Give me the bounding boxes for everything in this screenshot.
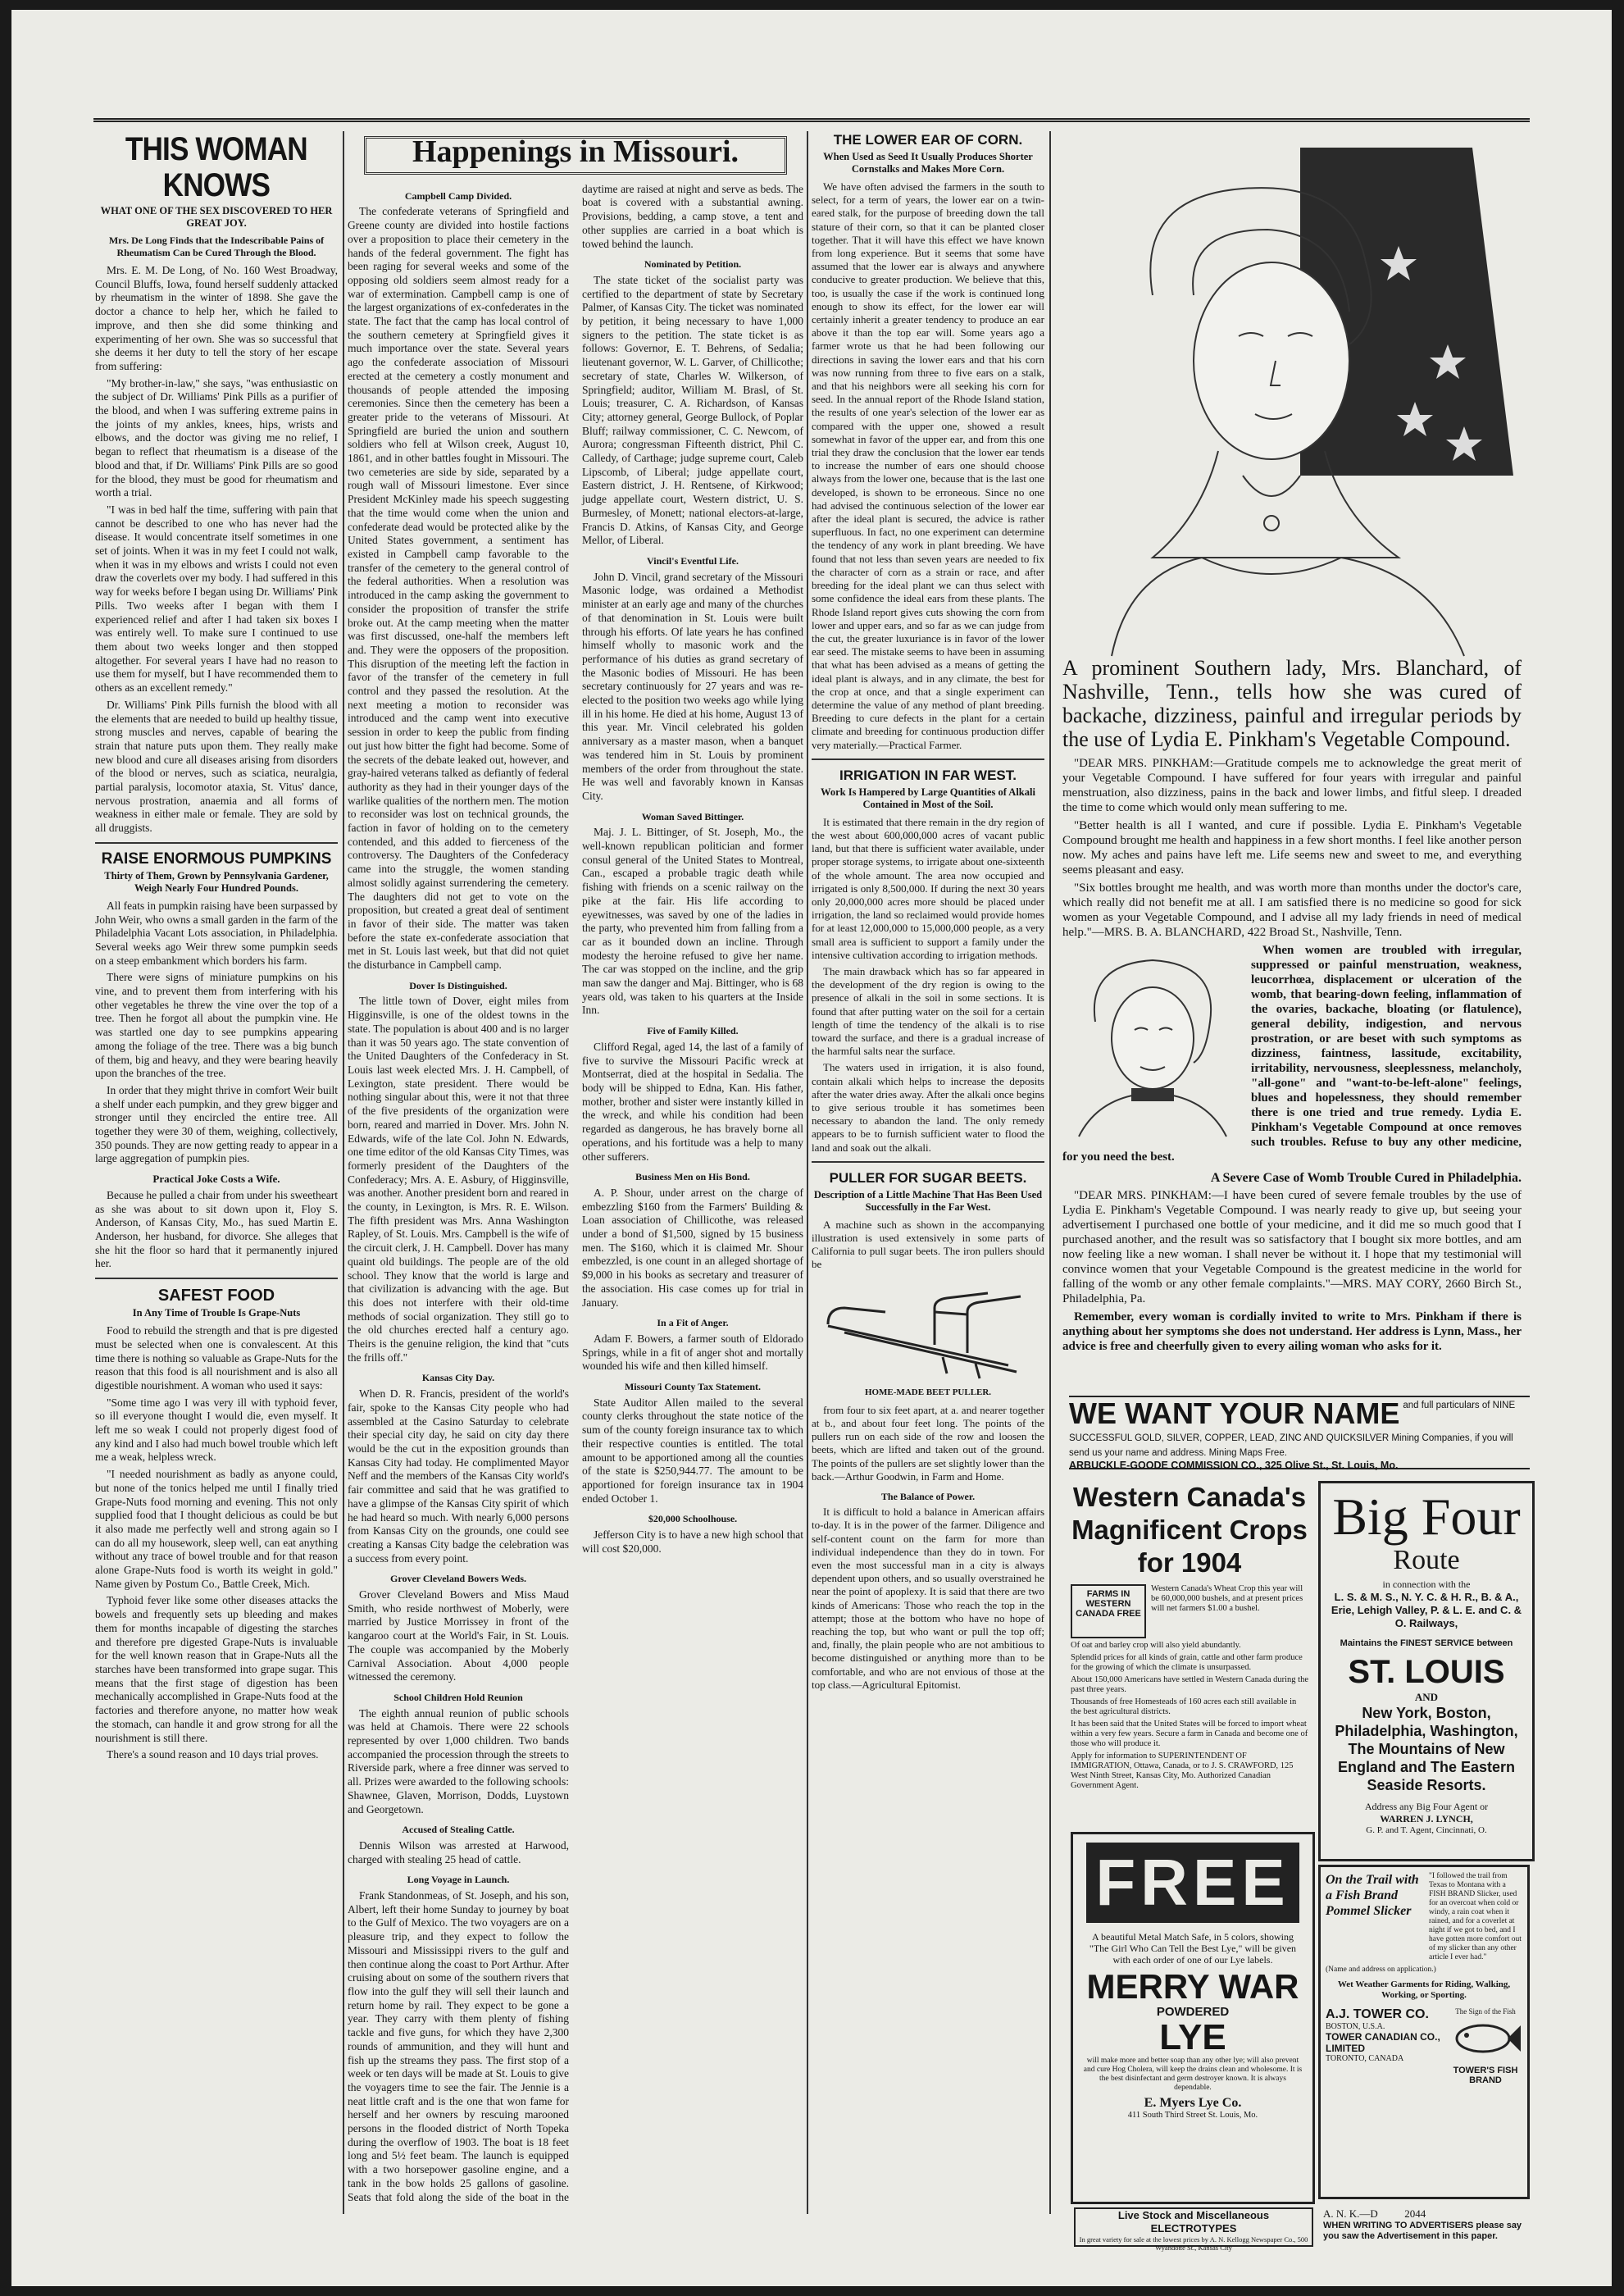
- paragraph: Adam F. Bowers, a farmer south of Eldorado Springs, while in a fit of anger shot and mortally wounded his wife and then killed himself.: [582, 1332, 803, 1373]
- canada-text: About 150,000 Americans have settled in Western Canada during the past three years.: [1071, 1675, 1308, 1694]
- paragraph: Because he pulled a chair from under his sweetheart as she was about to sit down upon it, Floy S. Anderson, of Kansas City, Mo., has sued Martin E. Anderson, her husband, for divorce. She alleges that she hit the floor so hard that it permanently injured her.: [95, 1188, 338, 1270]
- electrotypes-title: Live Stock and Miscellaneous ELECTROTYPES: [1117, 2209, 1270, 2234]
- lye-address: 411 South Third Street St. Louis, Mo.: [1127, 2111, 1258, 2120]
- headline-puller: PULLER FOR SUGAR BEETS.: [829, 1169, 1027, 1186]
- paragraph: John D. Vincil, grand secretary of the Missouri Masonic lodge, was ordained a Methodist minister at an early age and many of the churches of that denomination in St. Louis were built through his efforts. Of late years he has confined himself wholly to masonic work and the performance of his duties as grand secretary of the Masonic bodies of Missouri. He has been secretary continuously for 27 years and was re-elected to the position two weeks ago while lying ill in his home. He died at his home, August 13 of this year. Mr. Vincil celebrated his golden anniversary as a master mason, when a banquet was tendered him in St. Louis by prominent members of the order from throughout the state. He was well and favorably known in Kansas City.: [582, 570, 803, 802]
- paragraph: Clifford Regal, aged 14, the last of a family of five to survive the Missouri Pacific wreck at Montserrat, died at the hospital in Sedalia. The body will be shipped to Edna, Kan. His father, mother, brother and sister were instantly killed in the wreck, and while his condition had been regarded as dangerous, he has bravely borne all operations, and his fortitude was a help to many other sufferers.: [582, 1040, 803, 1163]
- lye-company: E. Myers Lye Co.: [1144, 2096, 1242, 2110]
- subhead: Accused of Stealing Cattle.: [402, 1824, 515, 1836]
- paragraph: Jefferson City is to have a new high school that will cost $20,000.: [582, 1528, 803, 1555]
- merry-war-brand: MERRY WAR: [1086, 1967, 1299, 2006]
- paragraph: We have often advised the farmers in the south to select, for a term of years, the lower ear on a twin-eared stalk, for the purpose of breeding down the tall stature of their corn, so that it can be planted closer together. That it will have this effect we have known from long experience. But it seems that some have assumed that the lower ear is always and anywhere conducive to greater production. We believe that this, too, is usually the case if the work is continued long enough to show its effect, for the lower ear will certainly inherit a greater tendency to produce an ear above it than the top ear will. Some years ago a farmer wrote us that he had been following our directions in saving the lower ears and that his corn was now running from three to five ears on a stalk, and that his neighbors were all seeking his corn for seed. In the annual report of the Rhode Island station, the results of one year's selection of the lower ear as compared with the upper one, showed a result somewhat in favor of the upper ear, and from this one trial they draw the conclusion that the lower ear tends to increase the number of ears one should choose always from the lower one, because that is the last one developed, is shown to be erroneous. Since no one had advised the continuous selection of the lower ear after the ideal plant is secured, the advice is rather superfluous. In fact, no one experiment can determine the tendency of any work in plant breeding. We have found that not less than seven years are needed to fix the character of corn as a strain or race, and after breeding for the ideal plant we can thus select with some confidence the ideal ears from these plants. The Rhode Island report gives cuts showing the corn from lower and upper ears, and so far as we can judge from the cut, the greater luxuriance is in favor of the lower ear seed. The mistake seems to have been in assuming that what has been advised as a means of getting the ideal plant is always, and in any climate, the best for the crop at once, and that a single experiment can determine the value of any method of plant breeding. Breeding to cure defects in the plant for a certain climate and breeding for continuous production differ very materially.—Practical Farmer.: [812, 180, 1044, 751]
- connection-label: in connection with the: [1382, 1578, 1471, 1590]
- illustration-caption: HOME-MADE BEET PULLER.: [864, 1387, 992, 1397]
- canada-text: Thousands of free Homesteads of 160 acres each still available in the best agricultural districts.: [1071, 1697, 1297, 1716]
- tower-toronto: TORONTO, CANADA: [1326, 2054, 1404, 2063]
- paragraph: Dr. Williams' Pink Pills furnish the blood with all the elements that are needed to build up healthy tissue, strong muscles and nerves, capable of bearing the strain that nature puts upon them. They really make new blood and cure all diseases arising from disorders of the blood or nerves, such as sciatica, neuralgia, partial paralysis, locomotor ataxia, St. Vitus' dance, nervous prostration, anaemia and all forms of weakness in either male or female. They are sold by all druggists.: [95, 698, 338, 835]
- sign-of-fish: The Sign of the Fish: [1455, 2007, 1516, 2016]
- free-offer-text: A beautiful Metal Match Safe, in 5 colors, showing "The Girl Who Can Tell the Best Lye," will be given with each order of one of our Lye labels.: [1089, 1931, 1297, 1966]
- lye-description: will make more and better soap than any other lye; will also prevent and cure Hog Cholera, will keep the drains clean and wholesome. It is the best disinfectant and germ destroyer known. It is always dependable.: [1083, 2057, 1303, 2092]
- paragraph: A. P. Shour, under arrest on the charge of embezzling $160 from the Farmers' Building & Loan association of Chillicothe, was released under a bond of $1,500, signed by 15 business men. The $160, which it is claimed Mr. Shour embezzled, is one count in an alleged shortage of $9,000 in his books as secretary and treasurer of the association. His case comes up for trial in January.: [582, 1186, 803, 1309]
- subhead: $20,000 Schoolhouse.: [648, 1513, 738, 1525]
- we-want-headline: WE WANT YOUR NAME: [1069, 1396, 1400, 1430]
- paragraph: In order that they might thrive in comfort Weir built a shelf under each pumpkin, and they grew bigger and stronger until they encircled the entire tree. All together they were 30 of them, weighing, collectively, 350 pounds. They are now getting ready to appear in a large aggregation of pumpkin pies.: [95, 1083, 338, 1165]
- paragraph: All feats in pumpkin raising have been surpassed by John Weir, who owns a small garden in the farm of the Philadelphia Vacant Lots association, in Philadelphia. Several weeks ago Weir threw some pumpkin seeds on a steep embankment which borders his farm.: [95, 899, 338, 967]
- route-label: Route: [1393, 1545, 1460, 1575]
- paragraph: When D. R. Francis, president of the world's fair, spoke to the Kansas City people who had assembled at the Casino Saturday to celebrate their special city day, he said on city day there would be the cut in the exposition grounds than Kansas City had today. He complimented Mayor Neff and the members of the Kansas City world's fair committee and said that he was gratified to have a glimpse of the Kansas City spirit of which he had heard so much. With nearly 6,000 persons from Kansas City on the grounds, one could see creating a Kansas City badge the celebration was a success from every point.: [348, 1387, 569, 1565]
- wet-weather-text: Wet Weather Garments for Riding, Walking, Working, or Sporting.: [1337, 1979, 1511, 2000]
- subhead: When Used as Seed It Usually Produces Shorter Cornstalks and Makes More Corn.: [823, 151, 1033, 175]
- testimonial-paragraph: "DEAR MRS. PINKHAM:—Gratitude compels me to acknowledge the great merit of your Vegetable Compound. I have suffered for four years with irregular and painful menstruation, also dizziness, pains in the back and lower limbs, and fitful sleep. I dreaded the time to come which would only mean suffering to me.: [1062, 757, 1522, 814]
- testimonial-paragraph: "DEAR MRS. PINKHAM:—I have been cured of severe female troubles by the use of Lydia E. Pinkham's Vegetable Compound. I was nearly ready to give up, but seeing your advertisement I purchased one bottle of your medicine, and it did me so much good that I purchased another, and the result was so satisfactory that I bought six more bottles, and am now feeling like a new woman. I shall never be without it. I hope that my testimonial will convince women that your Vegetable Compound is the greatest medicine in the world for falling of the womb or any other female complaints."—MRS. MAY CORY, 2660 Birch St., Philadelphia, Pa.: [1062, 1189, 1522, 1305]
- subhead: Woman Saved Bittinger.: [641, 810, 744, 822]
- subhead: Vincil's Eventful Life.: [647, 554, 739, 567]
- paragraph: The confederate veterans of Springfield and Greene county are divided into hostile factions over a proposition to place their cemetery in the hands of the federal government. The fight has been raging for several weeks and some of the opposing old soldiers seem almost ready for a war of extermination. Campbell camp is one of the largest organizations of ex-confederates in the state. The fact that the camp has local control of the southern cemetery at Springfield gives it much importance over the state. Several years ago the confederate association of Missouri erected at the cemetery a costly monument and thousands of people attended the imposing ceremonies. Since then the cemetery has been a greater pride to the veterans of Missouri. At Springfield are buried the union and southern soldiers who fell at Wilson creek, August 10, 1861, and in other battles fought in Missouri. The two cemeteries are side by side, separated by a rough wall of Missouri limestone. Ever since President McKinley made his speech suggesting that the time would come when the union and confederate dead would be protected alike by the United States government, a sentiment has existed in Campbell camp favorable to the transfer of the cemetery to the general control of the federal authorities. When a resolution was introduced in the camp asking the government to consider the proposition of transfer the strife broke out. At the camp meeting when the matter was first discussed, one-half the members left and. They were the opposers of the proposition. This disruption of the meeting left the faction in favor of the transfer of the cemetery in full control and they passed the resolution. At the next meeting a motion to reconsider was introduced and the camp went into executive session in order to keep the public from finding out just how bitter the fight had become. Some of the secrets of the debate leaked out, however, and gray-haired veterans talked as defiantly of federal authority as they had in their younger days of the warlike qualities of the northern men. The motion to reconsider was lost on technical grounds, the faction in favor of holding on to the cemetery contended, and this added to fierceness of the controversy. The Daughters of the Confederacy came into the struggle, the women standing almost solidly against surrendering the cemetery. The daughters did not get to vote on the proposition, but created a great deal of sentiment in favor of their side. The matter was taken before the state ex-confederate association that met in St. Louis last week, but that did not quiet the disturbance in Campbell camp.: [348, 205, 569, 972]
- paragraph: "Some time ago I was very ill with typhoid fever, so ill everyone thought I would die, even myself. It left me so weak I could not properly digest food of any kind and I also had much bowel trouble which left me a weak, helpless wreck.: [95, 1396, 338, 1464]
- big-four-route-ad: [1318, 1481, 1535, 1861]
- we-want-text: and full particulars of NINE SUCCESSFUL GOLD, SILVER, COPPER, LEAD, ZINC AND QUICKSILVER Mining Companies, if you will send us your name and address. Mining Maps Free.: [1069, 1401, 1516, 1458]
- electrotypes-ad: [1074, 2207, 1313, 2252]
- headline-safest-food: SAFEST FOOD: [157, 1287, 275, 1305]
- canada-text: It has been said that the United States will be forced to import wheat within a very few years. Secure a farm in Canada and become one of those who will produce it.: [1071, 1720, 1308, 1748]
- paragraph: Food to rebuild the strength and that is pre digested must be selected when one is convalescent. At this time there is nothing so valuable as Grape-Nuts for the reason that this food is all nourishment and is also all digestible nourishment. A woman who used it says:: [95, 1324, 338, 1392]
- paragraph: "My brother-in-law," she says, "was enthusiastic on the subject of Dr. Williams' Pink Pills as a purifier of the blood, and when I was suffering extreme pains in the joints of my ankles, knees, hips, wrists and elbows, and the doctor was giving me no relief, I began to reflect that rheumatism is a disease of the blood and that, if Dr. Williams' Pink Pills are so good for the blood, they must be good for rheumatism and worth a trial.: [95, 376, 338, 499]
- paragraph: The main drawback which has so far appeared in the development of the dry region is owing to the presence of alkali in the soil in some sections. It is found that after putting water on the soil for a certain length of time the tendency of the alkali is to rise toward the surface, and there is a gradual increase of the harmful salts near the surface.: [812, 964, 1044, 1058]
- divider: [812, 1161, 1044, 1163]
- and-label: AND: [1414, 1691, 1439, 1703]
- headline-pumpkins: RAISE ENORMOUS PUMPKINS: [101, 850, 332, 868]
- merry-war-lye-ad: [1071, 1832, 1315, 2204]
- tower-bottom-row: [1326, 2007, 1522, 2085]
- tower-company-name: A.J. TOWER CO.: [1326, 2007, 1429, 2021]
- canada-text: Of oat and barley crop will also yield abundantly.: [1071, 1641, 1241, 1650]
- column-2: [348, 131, 803, 2255]
- invitation-paragraph: Remember, every woman is cordially invited to write to Mrs. Pinkham if there is anything about her symptoms she does not understand. Her address is Lynn, Mass., her advice is free and cheerfully given to every ailing woman who asks for it.: [1062, 1310, 1522, 1353]
- subhead: In a Fit of Anger.: [657, 1317, 729, 1329]
- tower-boston: BOSTON, U.S.A.: [1326, 2022, 1385, 2031]
- subhead: Five of Family Killed.: [647, 1025, 739, 1037]
- newspaper-page: [11, 10, 1612, 2286]
- subhead: Work Is Hampered by Large Quantities of Alkali Contained in Most of the Soil.: [821, 786, 1035, 810]
- lye-label: LYE: [1159, 2017, 1226, 2057]
- divider: [95, 1278, 338, 1279]
- paragraph: The little town of Dover, eight miles from Higginsville, is one of the oldest towns in the state. The population is about 400 and is no larger than it was 50 years ago. The state convention of the United Daughters of the Confederacy in St. Louis last week elected Mrs. J. H. Campbell, of Lexington, state president. There would be nothing singular about this, were it not that three of the five presidents of the organization were born, reared and married in Dover. Mrs. John N. Edwards, wife of the late Col. John N. Edwards, one time editor of the old Kansas City Times, was formerly president of the Daughters of the Confederacy; Mrs. A. E. Asbury, of Higginsville, was another. Another president born and reared in the county, in Lexington, is Mrs. R. E. Wilson. The fifth president was Mrs. Anna Washington Rapley, of St. Louis. Mrs. Campbell is the wife of the circuit clerk, J. H. Campbell. Dover has many quaint old buildings. The people are of the old school. They know that the world is large and that civilization is advancing with the age. But this does not interfere with their old-time methods of social organization. They still go to the old churches erected half a century ago. Theirs is the genuine religion, the kind that "cuts the frills off.": [348, 995, 569, 1364]
- paragraph: It is difficult to hold a balance in American affairs to-day. It is in the power of the farmer. Diligence and self-content count on the farm for more than individual independence than they do in town. For even the most successful man in a city is always dependent upon others, and so usually overstrained he near the point of apoplexy. It is said that there are two kinds of Americans: Those who reach the top in the attempt; those at the bottom who have no hope of reaching the top, but who want or pull the top off; and, finally, the plain people who are not ambitious to become distinguished or anything more than to be comfortable, and who are not envious of those at the top class.—Agricultural Epitomist.: [812, 1506, 1044, 1691]
- headline-this-woman-knows: THIS WOMAN KNOWS: [125, 131, 307, 203]
- column-rule: [343, 131, 344, 2214]
- fish-icon: [1450, 2016, 1521, 2061]
- paragraph: Grover Cleveland Bowers and Miss Maud Smith, who reside northwest of Moberly, were married by Justice Morrissey in front of the kangaroo court at the World's Fair, in St. Louis. The couple was accompanied by the Moberly Carnival Association. About 4,000 people witnessed the ceremony.: [348, 1588, 569, 1683]
- column-1: [95, 131, 338, 2255]
- paragraph: The waters used in irrigation, it is also found, contain alkali which helps to increase the deposits after the water dries away. After the alkali once begins to give serious trouble it has sometimes been necessary to abandon the land. The only remedy appears to be to furnish sufficient water to flood the land and soak out the alkali.: [812, 1061, 1044, 1154]
- top-rule: [93, 118, 1530, 122]
- subhead: Grover Cleveland Bowers Weds.: [390, 1573, 526, 1585]
- subhead: Missouri County Tax Statement.: [624, 1381, 761, 1393]
- happenings-columns: [348, 183, 803, 2208]
- canada-row: [1071, 1584, 1308, 1638]
- subtitle: WHAT ONE OF THE SEX DISCOVERED TO HER GREAT JOY.: [100, 205, 333, 229]
- subhead: Business Men on His Bond.: [635, 1171, 750, 1183]
- agent-prompt: Address any Big Four Agent or: [1364, 1801, 1489, 1812]
- paper-code: A. N. K.—D 2044: [1323, 2207, 1426, 2220]
- paragraph: A machine such as shown in the accompanying illustration is used extensively in some parts of California to pull sugar beets. The iron pullers should be: [812, 1218, 1044, 1271]
- paragraph: "I needed nourishment as badly as anyone could, but none of the tonics helped me until I finally tried Grape-Nuts food morning and evening. This not only supplied food that I thought delicious as could be but it also made me perfectly well and strong again so I can do all my housework, sleep well, can eat anything without any trace of bowel trouble and for that reason alone Grape-Nuts food is worth its weight in gold." Name given by Postum Co., Battle Creek, Mich.: [95, 1468, 338, 1590]
- masthead-box: [364, 136, 787, 175]
- destination-cities: New York, Boston, Philadelphia, Washington, The Mountains of New England and The Eastern Seaside Resorts.: [1335, 1705, 1518, 1793]
- tower-top-row: [1326, 1872, 1522, 1962]
- paragraph: Mrs. E. M. De Long, of No. 160 West Broadway, Council Bluffs, Iowa, found herself suddenly attacked by rheumatism in the winter of 1898. She gave the doctor a chance to help her, which he failed to improve, and then she did some thinking and experimenting of her own. She was so successful that she deems it her duty to tell the story of her escape from suffering:: [95, 264, 338, 372]
- when-writing-notice: WHEN WRITING TO ADVERTISERS please say you saw the Advertisement in this paper.: [1323, 2221, 1522, 2241]
- paragraph: It is estimated that there remain in the dry region of the west about 600,000,000 acres of vacant public land, but that there is sufficient water available, under proper storage systems, to irrigate about one-sixteenth of the whole amount. The area now occupied and irrigated is only 8,500,000. If during the next 30 years only 20,000,000 acres more should be placed under irrigation, the land so reclaimed would provide homes for at least 12,000,000 to 15,000,000 people, as a very small area is sufficient to support a family under the intensive cultivation according to irrigation methods.: [812, 815, 1044, 961]
- headline-irrigation: IRRIGATION IN FAR WEST.: [839, 767, 1017, 783]
- footer-notice: [1323, 2207, 1530, 2257]
- powdered-label: POWDERED: [1156, 2005, 1230, 2019]
- tower-canadian: TOWER CANADIAN CO., LIMITED: [1326, 2031, 1440, 2054]
- subhead: Description of a Little Machine That Has Been Used Successfully in the Far West.: [813, 1188, 1043, 1213]
- canada-badge: FARMS IN WESTERN CANADA FREE: [1071, 1584, 1146, 1638]
- canada-headline: Western Canada's Magnificent Crops for 1904: [1071, 1482, 1308, 1578]
- column-rule: [1049, 131, 1051, 2214]
- subhead-safest-food: In Any Time of Trouble Is Grape-Nuts: [132, 1307, 301, 1319]
- subhead: School Children Hold Reunion: [393, 1691, 523, 1703]
- finest-service: Maintains the FINEST SERVICE between: [1340, 1638, 1513, 1648]
- cowboy-quote: "I followed the trail from Texas to Montana with a FISH BRAND Slicker, used for an overcoat when cold or windy, a rain coat when it rained, and for a coverlet at night if we got to bed, and I have gotten more comfort out of my slicker than any other article I ever had.": [1429, 1872, 1522, 1961]
- we-want-address: ARBUCKLE-GOODE COMMISSION CO., 325 Olive St., St. Louis, Mo.: [1069, 1460, 1399, 1471]
- paragraph: The state ticket of the socialist party was certified to the department of state by Secretary Palmer, of Kansas City. The ticket was nominated by petition, it being necessary to have 1,000 signers to the petition. The state ticket is as follows: Governor, E. T. Behrens, of Sedalia; lieutenant governor, W. L. Garver, of Chillicothe; secretary of state, Charles W. Wilkerson, of Springfield; auditor, William M. Brasl, of St. Louis; treasurer, C. A. Richardson, of Kansas City; attorney general, George Bullock, of Poplar Bluff; railway commissioner, C. C. Newcom, of Aurora; congressman Fifteenth district, Phil C. Calledy, of Carthage; judge supreme court, Caleb Lipscomb, of Liberal; judge appellate court, Eastern district, J. H. Rentsene, of Kirkwood; judge appellate court, Western district, U. S. Burmesley, of Monett; national electors-at-large, Francis D. Atkins, of Kansas City, and George Mellor, of Liberal.: [582, 273, 803, 547]
- free-headline: FREE: [1095, 1846, 1290, 1919]
- railways-list: L. S. & M. S., N. Y. C. & H. R., B. & A., Erie, Lehigh Valley, P. & L. E. and C. & O. Railways,: [1331, 1591, 1522, 1629]
- fish-logo: [1449, 2007, 1522, 2085]
- western-canada-ad: [1071, 1481, 1308, 1817]
- pinkham-advertisement: [1054, 131, 1530, 1378]
- subhead-pumpkins: Thirty of Them, Grown by Pennsylvania Gardener, Weigh Nearly Four Hundred Pounds.: [104, 869, 329, 894]
- headline-happenings: Happenings in Missouri.: [412, 134, 739, 169]
- beet-puller-illustration: [812, 1275, 1041, 1382]
- subhead: Nominated by Petition.: [644, 258, 742, 271]
- big-four-headline: Big Four: [1332, 1487, 1521, 1546]
- subhead: Long Voyage in Launch.: [407, 1874, 510, 1886]
- paragraph: Maj. J. L. Bittinger, of St. Joseph, Mo., the well-known republican politician and former consul general of the United States to Montreal, Can., escaped a probable tragic death while fishing with friends on a scenic railway on the pike at the fair. His life according to eyewitnesses, was saved by one of the ladies in the party, who prevented him from falling from a car as it bounded down an incline. Through modesty the heroine refused to give her name. The car was stopped on the incline, and the grip man saw the danger and Maj. Bittinger, who is 68 years old, was taken to his quarters at the Inside Inn.: [582, 826, 803, 1017]
- we-want-your-name-ad: [1069, 1396, 1530, 1469]
- agent-title: G. P. and T. Agent, Cincinnati, O.: [1366, 1825, 1487, 1835]
- testimonial-paragraph: "Six bottles brought me health, and was worth more than months under the doctor's care, which really did not benefit me at all. I am satisfied there is no medicine so good for sick women as your Vegetable Compound, and I advise all my lady friends in need of medical help."—MRS. B. A. BLANCHARD, 422 Broad St., Nashville, Tenn.: [1062, 882, 1522, 939]
- canada-crop-text: Western Canada's Wheat Crop this year will be 60,000,000 bushels, and at present prices will net farmers $1.00 a bushel.: [1151, 1584, 1303, 1613]
- agent-name: WARREN J. LYNCH,: [1380, 1813, 1473, 1824]
- subhead: Campbell Camp Divided.: [404, 189, 512, 202]
- tower-fish-brand-ad: [1318, 1865, 1530, 2199]
- tower-company: [1326, 2007, 1449, 2085]
- paragraph: Typhoid fever like some other diseases attacks the bowels and frequently sets up bleeding and makes them for months incapable of digesting the starches and therefore pre digested Grape-Nuts is invaluable for the well known reason that in Grape-Nuts all the starches have been transformed into grape sugar. This means that the first stage of digestion has been mechanically accomplished in Grape-Nuts food at the factories and therefore anyone, no matter how weak the stomach, can handle it and grow strong for all the nourishment is still there.: [95, 1594, 338, 1744]
- divider: [812, 758, 1044, 760]
- paragraph: "I was in bed half the time, suffering with pain that cannot be described to one who has never had the disease. It would concentrate itself sometimes in one set of joints. When it was in my feet I could not walk, when it was in my elbows and wrists I could not even draw the coverlets over my body. I had suffered in this way for weeks before I began using Dr. Williams' Pink Pills. Two weeks after I began with them I experienced relief and after I had taken six boxes I was entirely well. To make sure I continued to use them about two weeks longer and then stopped altogether. For several years I have had no reason to use them for myself, but I have recommended them to others as an excellent remedy.": [95, 503, 338, 695]
- electrotypes-text: In great variety for sale at the lowest prices by A. N. Kellogg Newspaper Co., 500 Wyandotte St., Kansas City: [1079, 2235, 1308, 2252]
- paragraph: Frank Standonmeas, of St. Joseph, and his son, Albert, left their home Sunday to journey by boat to the Gulf of Mexico. The two voyagers are on a pleasure trip, and they expect to follow the Missouri and Mississippi rivers to the gulf and then continue along the coast to Port Arthur. After cruising about on some of the southern rivers that flow into the gulf they will sell their launch and return home by rail. They expect to be gone a year. They carry with them plenty of fishing tackle and five guns, for which they have 2,300 rounds of ammunition, and they will hunt and fish up the streams they pass. The first stop of a week or ten days will be made at St. Louis to give the voyagers time to see the fair. The Jennie is a neat little craft and is the one that won fame for herself and her owners by rescuing marooned persons in the flooded district of North Topeka during the overflow of 1903. The boat is 18 feet long and 5½ feet beam. The launch is equipped with a two horsepower gasoline engine, and a tank in the bow holds 25 gallons of gasoline. Seats that fold along the side of the boat in the daytime are raised at night and serve as beds. The boat is covered with a substantial awning. Provisions, bedding, a camp stove, a tent and other supplies are carried in a boat which is towed behind the launch.: [348, 182, 803, 2203]
- subhead-balance: The Balance of Power.: [880, 1491, 976, 1503]
- divider: [95, 842, 338, 844]
- deck: Mrs. De Long Finds that the Indescribable Pains of Rheumatism Can be Cured Through the Blood.: [108, 235, 325, 258]
- slicker-headline: On the Trail with a Fish Brand Pommel Slicker: [1326, 1873, 1419, 1918]
- paragraph: from four to six feet apart, at a. and nearer together at b., and about four feet long. The points of the pullers run on each side of the row and loosen the beets, which are lifted and taken out of the ground. The points of the pullers are set slightly lower than the back.—Arthur Goodwin, in Farm and Home.: [812, 1403, 1044, 1483]
- headline-lower-ear: THE LOWER EAR OF CORN.: [833, 132, 1023, 148]
- headline-practical-joke: Practical Joke Costs a Wife.: [152, 1173, 280, 1186]
- pinkham-headline: A prominent Southern lady, Mrs. Blanchard, of Nashville, Tenn., tells how she was cured of backache, dizziness, painful and irregular periods by the use of Lydia E. Pinkham's Vegetable Compound.: [1062, 656, 1522, 751]
- subhead: Kansas City Day.: [421, 1372, 495, 1384]
- column-rule: [807, 131, 808, 2214]
- pinkham-subhead: A Severe Case of Womb Trouble Cured in Philadelphia.: [1210, 1171, 1522, 1185]
- towers-fish-brand: TOWER'S FISH BRAND: [1453, 2066, 1518, 2085]
- paragraph: The eighth annual reunion of public schools was held at Chamois. There were 22 schools represented by over 1,000 children. Two bands accompanied the procession through the streets to Riverside park, where a free dinner was served to all. Prizes were awarded to the following schools: Shawnee, Glaven, Morrison, Dodds, Luystown and Georgetown.: [348, 1706, 569, 1815]
- canada-text: Splendid prices for all kinds of grain, cattle and other farm produce for the growing of which the climate is unsurpassed.: [1071, 1653, 1303, 1672]
- symptoms-paragraph: When women are troubled with irregular, suppressed or painful menstruation, weakness, leucorrhœa, displacement or ulceration of the womb, that bearing-down feeling, inflammation of the ovaries, backache, bloating (or flatulence), general debility, indigestion, and nervous prostration, or are beset with such symptoms as dizziness, faintness, lassitude, excitability, irritability, nervousness, sleeplessness, melancholy, "all-gone" and "want-to-be-left-alone" feelings, blues and hopelessness, they should remember there is one tried and true remedy. Lydia E. Pinkham's Vegetable Compound at once removes such troubles. Refuse to buy any other medicine, for you need the best.: [1062, 944, 1522, 1164]
- paragraph: Dennis Wilson was arrested at Harwood, charged with stealing 25 head of cattle.: [348, 1838, 569, 1866]
- st-louis-label: ST. LOUIS: [1348, 1654, 1505, 1690]
- testimonial-paragraph: "Better health is all I wanted, and cure if possible. Lydia E. Pinkham's Vegetable Compound brought me health and happiness in a few short months. I feel like another person now. My aches and pains have left me. Life seems new and sweet to me, and everything seems pleasant and easy.: [1062, 819, 1522, 877]
- canada-contact: Apply for information to SUPERINTENDENT OF IMMIGRATION, Ottawa, Canada, or to J. S. CRAWFORD, 125 West Ninth Street, Kansas City, Mo. Authorized Canadian Government Agent.: [1071, 1752, 1294, 1790]
- paragraph: There's a sound reason and 10 days trial proves.: [107, 1748, 319, 1761]
- name-on-application: (Name and address on application.): [1326, 1966, 1436, 1974]
- pinkham-body: [1054, 751, 1530, 1354]
- column-3: [812, 131, 1044, 2255]
- second-portrait-illustration: [1062, 948, 1243, 1137]
- paragraph: State Auditor Allen mailed to the several county clerks throughout the state notice of the sum of the county foreign insurance tax to which their respective counties is entitled. The total amount to be apportioned among all the counties of the state is $250,944.77. The amount to be apportioned for foreign insurance tax in 1904 ended October 1.: [582, 1396, 803, 1505]
- pinkham-caption: [1054, 656, 1530, 751]
- portrait-illustration: [1054, 131, 1530, 656]
- subhead: Dover Is Distinguished.: [409, 979, 507, 991]
- free-banner: [1086, 1843, 1299, 1923]
- paragraph: There were signs of miniature pumpkins on his vine, and to prevent them from interfering with his other vegetables he threw the vine over the top of a tree. Then he forgot all about the pumpkin vine. He was startled one day to see pumpkins appearing among the foliage of the tree. There was a big bunch of them, big and heavy, and they were bearing heavily upon the branches of the tree.: [95, 971, 338, 1080]
